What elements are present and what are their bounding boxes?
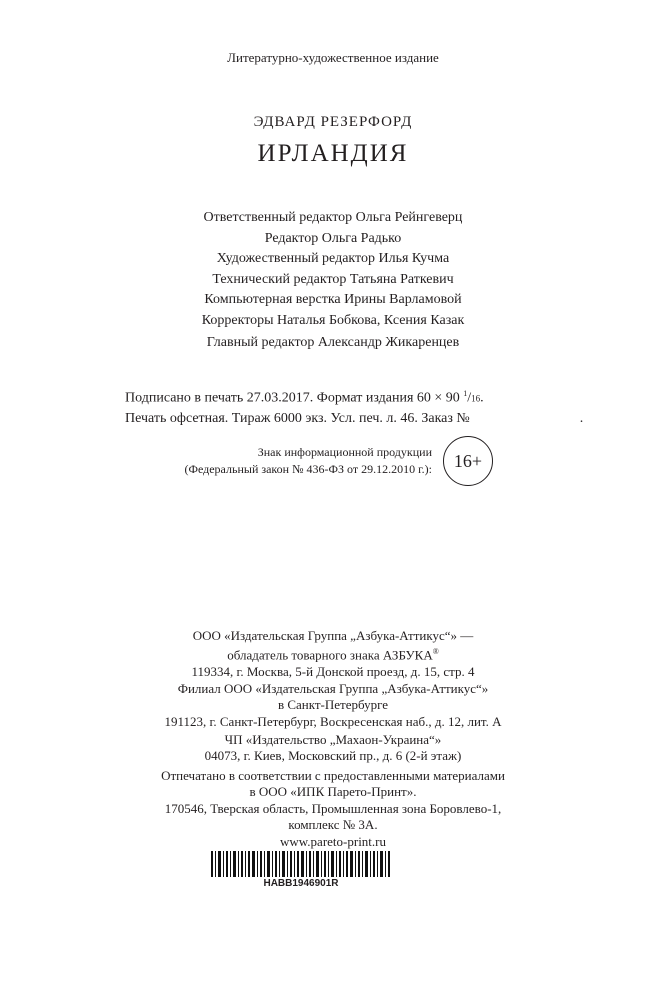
credit-line: Редактор Ольга Радько (264, 230, 402, 246)
barcode (211, 851, 391, 877)
barcode-text: HABB1946901R (263, 878, 339, 889)
print-line-1: Подписано в печать 27.03.2017. Формат издания 60 × 90 (125, 390, 460, 406)
printer-block (0, 768, 666, 850)
print-info: Подписано в печать 27.03.2017. Формат издания 60 × 90 $^1$/16. Печать офсетная. Тираж 6000 экз. Усл. печ. л. 46. Заказ № . (125, 389, 584, 426)
print-line-2: Печать офсетная. Тираж 6000 экз. Усл. печ. л. 46. Заказ № (125, 410, 470, 426)
publisher-line: Филиал ООО «Издательская Группа „Азбука-Аттикус“» (177, 681, 489, 696)
credit-line: Ответственный редактор Ольга Рейнгеверц (203, 210, 463, 225)
registered-mark: ® (432, 647, 439, 657)
age-rating-badge: 16+ (443, 436, 493, 486)
publisher-line: ЧП «Издательство „Махаон-Украина“» (224, 732, 442, 747)
publisher-line: обладатель товарного знака АЗБУКА (227, 647, 433, 663)
printer-line: 170546, Тверская область, Промышленная зона Боровлево-1, (164, 800, 502, 816)
publisher-block-2 (0, 681, 666, 730)
credit-line: Технический редактор Татьяна Раткевич (212, 271, 454, 287)
publisher-line: 04073, г. Киев, Московский пр., д. 6 (2-й этаж) (204, 748, 462, 764)
printer-line: комплекс № 3А. (288, 817, 378, 833)
credits-list (0, 208, 666, 331)
author-name: ЭДВАРД РЕЗЕРФОРД (253, 114, 413, 130)
info-sign-text (162, 444, 432, 478)
fraction-numerator: 1 (463, 389, 468, 398)
publisher-line: 119334, г. Москва, 5-й Донской проезд, д. 15, стр. 4 (191, 664, 475, 680)
publisher-line: ООО «Издательская Группа „Азбука-Аттикус“» — (192, 628, 474, 643)
printer-line: Отпечатано в соответствии с предоставленными материалами (161, 768, 505, 783)
credit-line: Компьютерная верстка Ирины Варламовой (204, 292, 462, 307)
series-label: Литературно-художественное издание (227, 50, 439, 65)
credit-line: Художественный редактор Илья Кучма (216, 251, 450, 266)
credit-line: Корректоры Наталья Бобкова, Ксения Казак (201, 312, 465, 328)
publisher-line: в Санкт-Петербурге (277, 697, 389, 713)
chief-editor: Главный редактор Александр Жикаренцев (206, 335, 460, 350)
sign-line-2: (Федеральный закон № 436-ФЗ от 29.12.2010 г.): (184, 462, 432, 476)
publisher-block-3 (0, 732, 666, 765)
publisher-block-1 (0, 628, 666, 681)
sign-line-1: Знак информационной продукции (257, 445, 432, 459)
publisher-line: 191123, г. Санкт-Петербург, Воскресенская наб., д. 12, лит. А (164, 713, 502, 729)
fraction-denominator: 16 (471, 393, 481, 404)
printer-line: в ООО «ИПК Парето-Принт». (249, 784, 417, 800)
printer-line: www.pareto-print.ru (279, 833, 386, 849)
book-title: ИРЛАНДИЯ (257, 140, 409, 167)
